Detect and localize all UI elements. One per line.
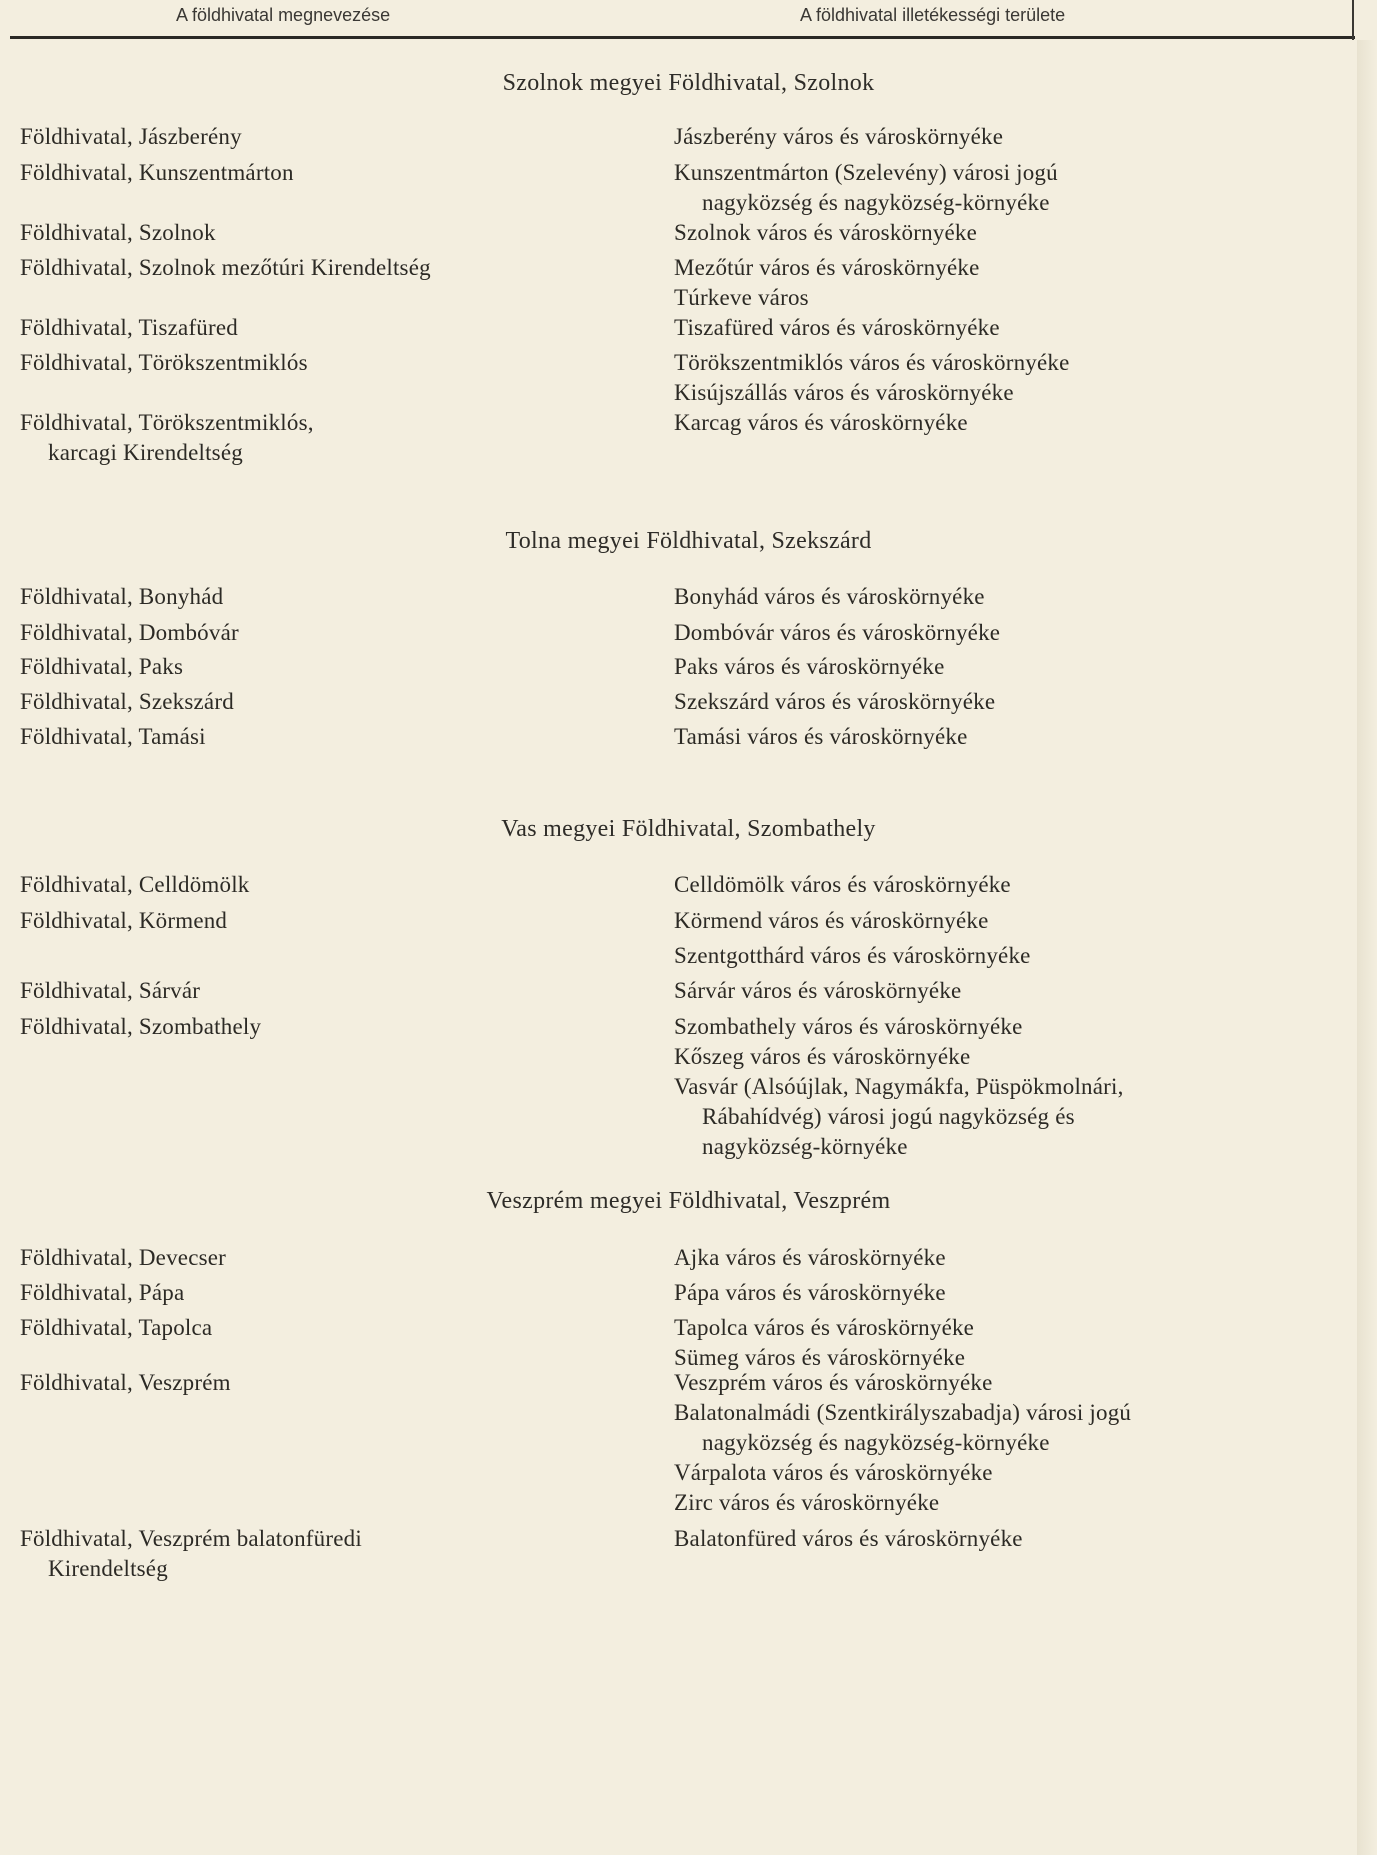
office-name [20, 1012, 660, 1042]
office-name [20, 313, 660, 343]
jurisdiction-area [674, 218, 1354, 248]
area-line: Túrkeve város [674, 285, 809, 310]
jurisdiction-area [674, 408, 1354, 438]
area-line: Mezőtúr város és városkörnyéke [674, 255, 980, 280]
office-line: Földhivatal, Paks [20, 654, 184, 679]
section-title: Tolna megyei Földhivatal, Szekszárd [505, 528, 872, 554]
office-name [20, 1313, 660, 1343]
office-name [20, 618, 660, 648]
office-name [20, 408, 660, 468]
office-name [20, 348, 660, 378]
jurisdiction-area [674, 906, 1354, 936]
area-line: nagyközség-környéke [702, 1134, 908, 1159]
area-line: Várpalota város és városkörnyéke [674, 1460, 993, 1485]
office-name [20, 652, 660, 682]
area-line: Balatonfüred város és városkörnyéke [674, 1526, 1023, 1551]
area-line: Jászberény város és városkörnyéke [674, 124, 1004, 149]
office-line: Földhivatal, Szolnok [20, 220, 216, 245]
office-line: Földhivatal, Dombóvár [20, 620, 239, 645]
area-line: Szombathely város és városkörnyéke [674, 1014, 1023, 1039]
office-line: Földhivatal, Tapolca [20, 1315, 213, 1340]
office-line: Földhivatal, Celldömölk [20, 872, 250, 897]
office-line: Földhivatal, Pápa [20, 1280, 185, 1305]
jurisdiction-area [674, 253, 1354, 313]
office-name [20, 582, 660, 612]
column-header-area: A földhivatal illetékességi területe [800, 5, 1066, 25]
jurisdiction-area [674, 313, 1354, 343]
jurisdiction-area [674, 158, 1354, 218]
jurisdiction-area [674, 687, 1354, 717]
area-line: nagyközség és nagyközség-környéke [702, 190, 1050, 215]
jurisdiction-area [674, 122, 1354, 152]
jurisdiction-area [674, 652, 1354, 682]
office-line: Földhivatal, Devecser [20, 1245, 227, 1270]
area-line: Bonyhád város és városkörnyéke [674, 584, 985, 609]
area-line: Sárvár város és városkörnyéke [674, 978, 962, 1003]
area-line: Kőszeg város és városkörnyéke [674, 1044, 971, 1069]
area-line: Celldömölk város és városkörnyéke [674, 872, 1011, 897]
jurisdiction-area [674, 870, 1354, 900]
area-line: Tamási város és városkörnyéke [674, 724, 968, 749]
section-title: Veszprém megyei Földhivatal, Veszprém [486, 1188, 891, 1214]
area-line: Paks város és városkörnyéke [674, 654, 945, 679]
jurisdiction-area [674, 976, 1354, 1006]
area-line: Balatonalmádi (Szentkirályszabadja) városi jogú [674, 1400, 1132, 1425]
office-line: Földhivatal, Veszprém [20, 1370, 231, 1395]
office-line: Földhivatal, Jászberény [20, 124, 242, 149]
office-name [20, 158, 660, 188]
jurisdiction-area [674, 1243, 1354, 1273]
section-title: Vas megyei Földhivatal, Szombathely [501, 816, 876, 842]
jurisdiction-area [674, 582, 1354, 612]
area-line: Tiszafüred város és városkörnyéke [674, 315, 1000, 340]
office-name [20, 1368, 660, 1398]
area-line: nagyközség és nagyközség-környéke [702, 1430, 1050, 1455]
office-line: Földhivatal, Körmend [20, 908, 228, 933]
office-line: Kirendeltség [48, 1556, 168, 1581]
office-line: Földhivatal, Törökszentmiklós, [20, 410, 314, 435]
office-line: Földhivatal, Veszprém balatonfüredi [20, 1526, 362, 1551]
header-vertical-rule [1352, 0, 1354, 40]
office-line: Földhivatal, Tiszafüred [20, 315, 238, 340]
jurisdiction-area [674, 1368, 1354, 1518]
office-line: Földhivatal, Szolnok mezőtúri Kirendeltség [20, 255, 431, 280]
page-edge [1357, 40, 1377, 1855]
header-rule [10, 36, 1355, 39]
area-line: Kunszentmárton (Szelevény) városi jogú [674, 160, 1058, 185]
area-line: Szentgotthárd város és városkörnyéke [674, 943, 1031, 968]
jurisdiction-area [674, 348, 1354, 408]
area-line: Törökszentmiklós város és városkörnyéke [674, 350, 1070, 375]
area-line: Zirc város és városkörnyéke [674, 1490, 940, 1515]
area-line: Rábahídvég) városi jogú nagyközség és [702, 1104, 1075, 1129]
office-name [20, 1278, 660, 1308]
office-line: karcagi Kirendeltség [48, 440, 243, 465]
office-name [20, 722, 660, 752]
office-name [20, 870, 660, 900]
area-line: Sümeg város és városkörnyéke [674, 1345, 966, 1370]
office-name [20, 1524, 660, 1584]
jurisdiction-area [674, 1313, 1354, 1373]
jurisdiction-area [674, 1012, 1354, 1162]
area-line: Szekszárd város és városkörnyéke [674, 689, 996, 714]
office-name [20, 253, 660, 283]
office-line: Földhivatal, Tamási [20, 724, 206, 749]
office-line: Földhivatal, Kunszentmárton [20, 160, 294, 185]
office-name [20, 906, 660, 936]
office-name [20, 687, 660, 717]
jurisdiction-area [674, 618, 1354, 648]
area-line: Veszprém város és városkörnyéke [674, 1370, 993, 1395]
area-line: Szolnok város és városkörnyéke [674, 220, 978, 245]
area-line: Ajka város és városkörnyéke [674, 1245, 946, 1270]
area-line: Pápa város és városkörnyéke [674, 1280, 946, 1305]
area-line: Kisújszállás város és városkörnyéke [674, 380, 1014, 405]
jurisdiction-area [674, 1524, 1354, 1554]
column-header-office: A földhivatal megnevezése [176, 5, 391, 25]
jurisdiction-area [674, 1278, 1354, 1308]
office-name [20, 1243, 660, 1273]
office-name [20, 122, 660, 152]
area-line: Körmend város és városkörnyéke [674, 908, 989, 933]
office-line: Földhivatal, Sárvár [20, 978, 201, 1003]
office-name [20, 218, 660, 248]
office-name [20, 976, 660, 1006]
section-title: Szolnok megyei Földhivatal, Szolnok [502, 70, 875, 96]
area-line: Vasvár (Alsóújlak, Nagymákfa, Püspökmolnári, [674, 1074, 1124, 1099]
area-line: Tapolca város és városkörnyéke [674, 1315, 975, 1340]
office-line: Földhivatal, Szombathely [20, 1014, 262, 1039]
jurisdiction-area [674, 941, 1354, 971]
jurisdiction-area [674, 722, 1354, 752]
office-line: Földhivatal, Törökszentmiklós [20, 350, 308, 375]
office-line: Földhivatal, Bonyhád [20, 584, 224, 609]
office-line: Földhivatal, Szekszárd [20, 689, 234, 714]
table-header [0, 0, 1355, 40]
area-line: Karcag város és városkörnyéke [674, 410, 968, 435]
area-line: Dombóvár város és városkörnyéke [674, 620, 1001, 645]
